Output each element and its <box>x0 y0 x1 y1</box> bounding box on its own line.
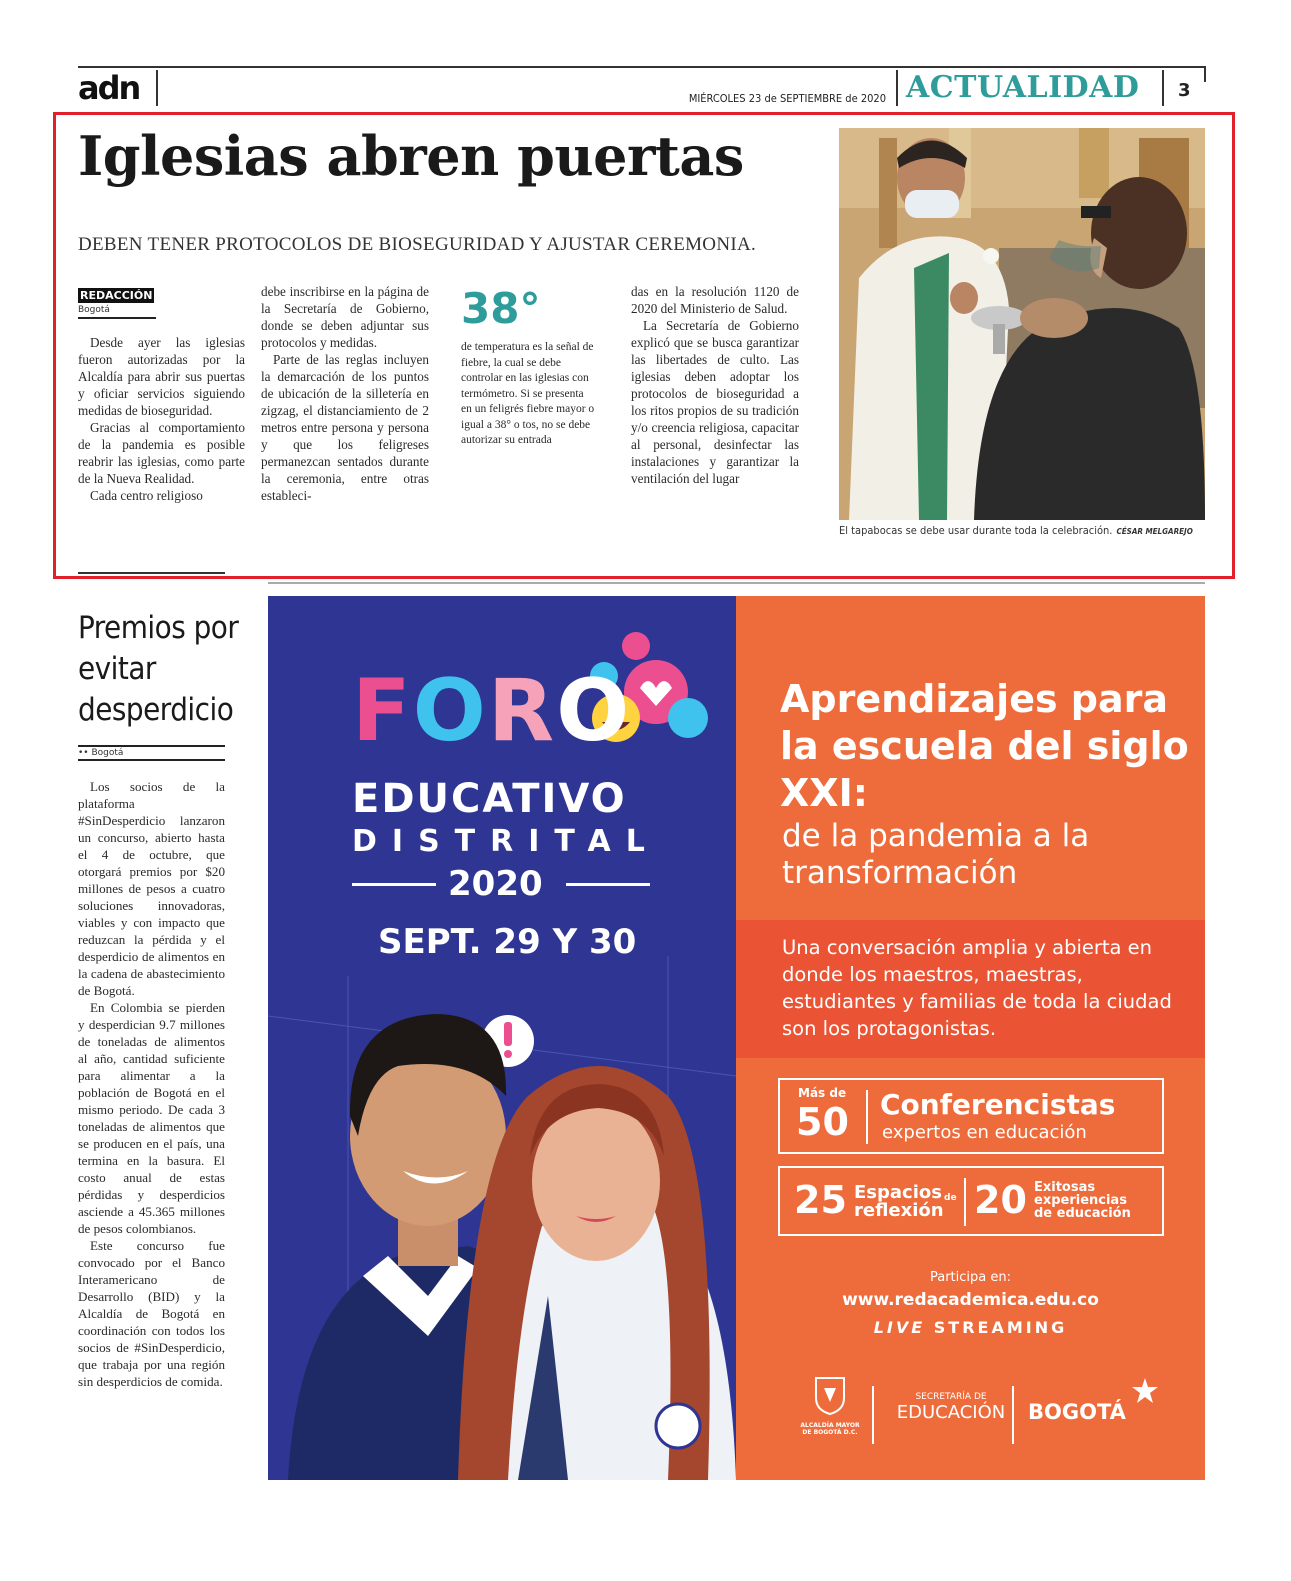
article-column-2 <box>261 283 429 504</box>
live-label: LIVE <box>873 1318 926 1337</box>
ad-left-panel <box>268 596 736 1480</box>
sidebar-paragraph: En Colombia se pierden y desperdician 9.7 millones de toneladas de alimentos al año, cantidad suficiente para alimentar a la población de Bogotá en el mismo periodo. De cada 3 toneladas de alimentos que se producen en el país, una termina en la basura. El costo anual de estas pérdidas y desperdicios asciende a 45.365 millones de pesos colombianos. <box>78 1000 225 1236</box>
year-rule <box>352 883 436 886</box>
byline-tag: REDACCIÓN <box>80 289 153 302</box>
educacion-text: EDUCACIÓN <box>896 1402 1006 1423</box>
ad-url[interactable]: www.redacademica.edu.co <box>842 1290 1099 1310</box>
page-number: 3 <box>1178 80 1191 101</box>
speakers-title: Conferencistas <box>880 1088 1116 1121</box>
ad-dates: SEPT. 29 Y 30 <box>378 922 637 962</box>
ad-year: 2020 <box>448 864 543 904</box>
photo-credit: CÉSAR MELGAREJO <box>1116 527 1193 536</box>
foro-letter: R <box>487 661 557 761</box>
photo-caption <box>839 524 1205 537</box>
alcaldia-text: ALCALDÍA MAYOR DE BOGOTÁ D.C. <box>800 1422 860 1436</box>
column-rule <box>78 572 225 574</box>
dateline: MIÉRCOLES 23 de SEPTIEMBRE de 2020 <box>688 92 886 105</box>
star-icon <box>1130 1376 1160 1406</box>
foro-logo <box>352 661 632 761</box>
caption-text: El tapabocas se debe usar durante toda la celebración. <box>839 524 1113 537</box>
section-title: ACTUALIDAD <box>906 70 1140 105</box>
ad-educativo: EDUCATIVO <box>352 776 627 822</box>
spaces-label-de: de <box>944 1193 957 1203</box>
section-divider <box>268 582 1205 584</box>
experiences-count: 20 <box>974 1178 1027 1222</box>
box-divider <box>964 1178 966 1226</box>
mas-de-label: Más de <box>798 1086 847 1100</box>
footer-divider <box>872 1386 874 1444</box>
sidebar-headline: Premios por evitar desperdicio <box>78 610 239 728</box>
sidebar-city: •• Bogotá <box>78 745 225 761</box>
year-rule <box>566 883 650 886</box>
article-column-4 <box>631 283 799 487</box>
secretaria-logo <box>886 1392 1016 1423</box>
coat-of-arms-icon <box>812 1376 848 1416</box>
article-paragraph: das en la resolución 1120 de 2020 del Ministerio de Salud. <box>631 284 799 316</box>
sidebar-body <box>78 778 225 1390</box>
article-byline <box>78 284 156 319</box>
stat-text: de temperatura es la señal de fiebre, la cual se debe controlar en las iglesias con termómetro. Si se presenta en un feligrés fiebre mayor o igual a 38° o tos, no se debe autorizar su entrada <box>461 341 595 446</box>
article-subhead: DEBEN TENER PROTOCOLOS DE BIOSEGURIDAD Y AJUSTAR CEREMONIA. <box>78 234 757 255</box>
ad-distrital: DISTRITAL <box>352 824 660 859</box>
article-column-1 <box>78 334 245 504</box>
alcaldia-logo <box>790 1376 870 1436</box>
bogota-logo: BOGOTÁ <box>1028 1400 1126 1424</box>
speakers-box <box>778 1078 1164 1154</box>
foro-letter: O <box>412 661 488 761</box>
streaming-label: STREAMING <box>933 1318 1068 1337</box>
footer-divider <box>1012 1386 1014 1444</box>
header-divider <box>1162 70 1164 106</box>
spaces-box <box>778 1166 1164 1236</box>
article-paragraph: Cada centro religioso <box>90 488 203 503</box>
article-paragraph: La Secretaría de Gobierno explicó que se busca garantizar las libertades de culto. Las iglesias deben adoptar los protocolos de bioseguridad a los ritos propios de su tradición y/o creencia religiosa, capacitar al personal, desinfectar las instalaciones y garantizar la ventilación del lugar <box>631 318 799 486</box>
speakers-count: 50 <box>796 1100 849 1144</box>
experiences-label-c: de educación <box>1034 1206 1131 1221</box>
article-paragraph: debe inscribirse en la página de la Secretaría de Gobierno, donde se deben adjuntar sus protocolos y medidas. <box>261 284 429 350</box>
article-paragraph: Gracias al comportamiento de la pandemia es posible reabrir las iglesias, como parte de la Nueva Realidad. <box>78 420 245 486</box>
header-divider <box>896 70 898 106</box>
speakers-text: expertos en educación <box>882 1122 1087 1143</box>
spaces-count: 25 <box>794 1178 847 1222</box>
stat-callout <box>461 284 596 449</box>
foro-letter: F <box>352 661 413 761</box>
spaces-label-b: reflexión <box>854 1200 944 1221</box>
secretaria-text: SECRETARÍA DE <box>915 1392 987 1402</box>
article-paragraph: Desde ayer las iglesias fueron autorizadas por la Alcaldía para abrir sus puertas y oficiar servicios siguiendo medidas de bioseguridad. <box>78 335 245 418</box>
experiences-label-a: Exitosas <box>1034 1180 1096 1195</box>
byline-city: Bogotá <box>78 305 156 319</box>
header-divider <box>1204 68 1206 82</box>
experiences-label-b: experiencias <box>1034 1193 1127 1208</box>
ad-subtitle: de la pandemia a la transformación <box>782 818 1090 891</box>
sidebar-paragraph: Este concurso fue convocado por el Banco Interamericano de Desarrollo (BID) y la Alcaldía de Bogotá en coordinación con todos los socios de #SinDesperdicio, que trabaja por una región sin desperdicios de comida. <box>78 1238 225 1389</box>
participa-label: Participa en: <box>929 1270 1011 1285</box>
live-streaming <box>736 1318 1205 1337</box>
header-divider <box>156 70 158 106</box>
page-header <box>78 66 1206 106</box>
adn-logo: adn <box>78 69 140 107</box>
ad-right-panel <box>736 596 1205 1480</box>
box-divider <box>866 1090 868 1144</box>
ad-title: Aprendizajes para la escuela del siglo XXI: <box>780 677 1189 815</box>
sidebar-paragraph: Los socios de la plataforma #SinDesperdicio lanzaron un concurso, abierto hasta el 4 de octubre, que otorgará premios por $20 millones de pesos a cuatro soluciones innovadoras, viables y con impacto que reduzcan la pérdida y el desperdicio de alimentos en la cadena de abastecimiento de Bogotá. <box>78 779 225 998</box>
church-photo <box>839 128 1205 520</box>
stat-value: 38° <box>461 284 541 333</box>
article-paragraph: Parte de las reglas incluyen la demarcación de los puntos de ubicación de la silletería en zigzag, el distanciamiento de 2 metros entre persona y persona y que los feligreses permanezcan sentados durante la ceremonia, entre otras estableci- <box>261 352 429 503</box>
foro-advertisement <box>268 596 1205 1480</box>
article-headline: Iglesias abren puertas <box>78 124 744 188</box>
foro-letter: O <box>556 661 632 761</box>
spaces-label-a: Espacios <box>854 1182 942 1203</box>
ad-description: Una conversación amplia y abierta en donde los maestros, maestras, estudiantes y familias de toda la ciudad son los protagonistas. <box>782 936 1172 1040</box>
